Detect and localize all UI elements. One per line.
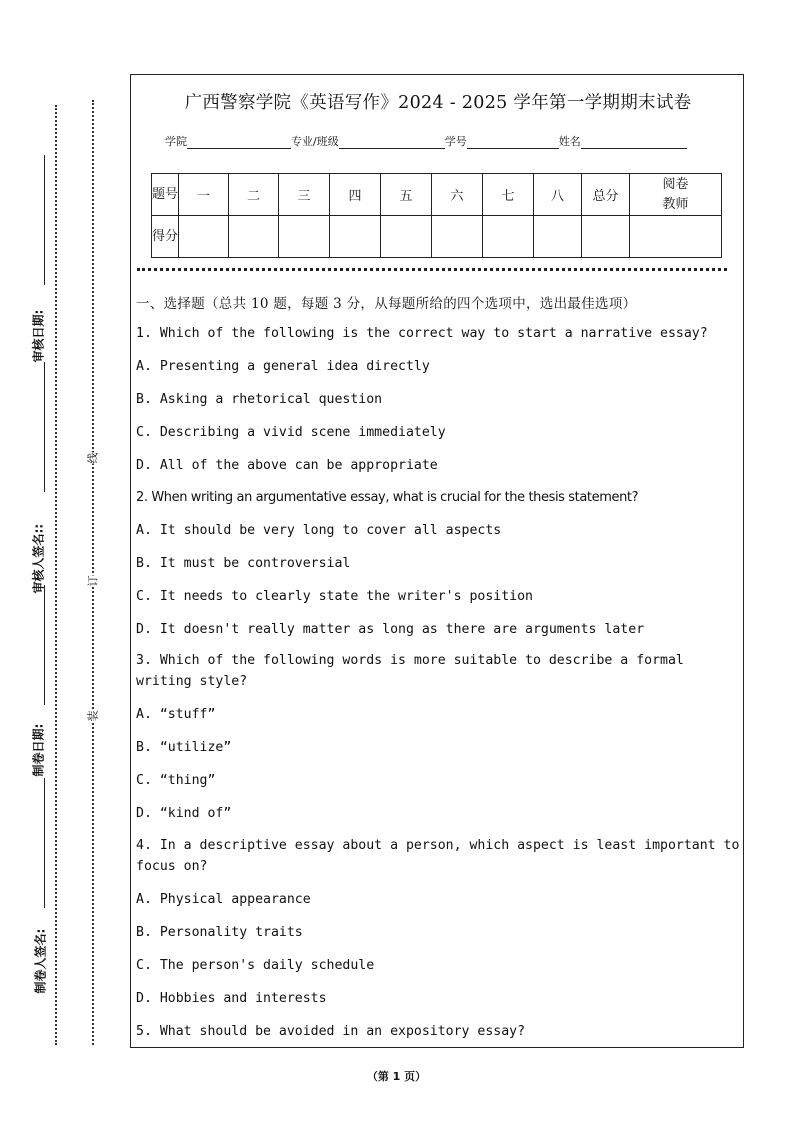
- score-cell[interactable]: [534, 216, 582, 258]
- question-1: 1. Which of the following is the correct way to start a narrative essay?: [136, 326, 708, 341]
- field-college-blank[interactable]: [187, 136, 291, 149]
- col-7: 七: [483, 174, 534, 216]
- q2-option-b: B. It must be controversial: [136, 556, 351, 571]
- score-cell[interactable]: [432, 216, 483, 258]
- q3-option-b: B. “utilize”: [136, 740, 232, 755]
- score-cell[interactable]: [279, 216, 330, 258]
- q2-option-a: A. It should be very long to cover all aspects: [136, 523, 502, 538]
- col-4: 四: [330, 174, 381, 216]
- col-grader: 阅卷教师: [630, 174, 722, 216]
- question-3: 3. Which of the following words is more suitable to describe a formal writing style?: [136, 653, 684, 689]
- q1-option-d: D. All of the above can be appropriate: [136, 458, 438, 473]
- col-8: 八: [534, 174, 582, 216]
- student-info-row: [165, 133, 687, 149]
- field-major-label: 专业/班级: [291, 135, 339, 148]
- label-score: 得分: [152, 216, 179, 258]
- score-cell[interactable]: [483, 216, 534, 258]
- col-3: 三: [279, 174, 330, 216]
- q4-option-a: A. Physical appearance: [136, 892, 311, 907]
- q3-option-c: C. “thing”: [136, 773, 216, 788]
- q4-option-b: B. Personality traits: [136, 925, 303, 940]
- field-id-label: 学号: [444, 135, 467, 148]
- question-4: 4. In a descriptive essay about a person, which aspect is least important to focus on?: [136, 838, 740, 874]
- score-cell-total[interactable]: [582, 216, 630, 258]
- score-cell-grader[interactable]: [630, 216, 722, 258]
- score-value-row: [152, 216, 722, 258]
- exam-title: 广西警察学院《英语写作》2024 - 2025 学年第一学期期末试卷: [184, 93, 692, 113]
- section-heading: 一、选择题（总共 10 题，每题 3 分，从每题所给的四个选项中，选出最佳选项）: [136, 296, 637, 312]
- field-major-blank[interactable]: [339, 136, 445, 149]
- reviewer-sign-line: [44, 362, 45, 492]
- field-name-label: 姓名: [558, 135, 581, 148]
- score-header-row: [152, 174, 722, 216]
- question-5: 5. What should be avoided in an expository essay?: [136, 1024, 526, 1039]
- q4-option-d: D. Hobbies and interests: [136, 991, 327, 1006]
- question-2: 2. When writing an argumentative essay, what is crucial for the thesis statement?: [136, 490, 639, 505]
- q1-option-a: A. Presenting a general idea directly: [136, 359, 430, 374]
- page-footer: （第 1 页）: [366, 1070, 427, 1083]
- col-2: 二: [229, 174, 279, 216]
- seal-char-bind: 订: [86, 575, 100, 587]
- score-table: [151, 173, 722, 258]
- col-1: 一: [179, 174, 229, 216]
- score-cell[interactable]: [330, 216, 381, 258]
- score-cell[interactable]: [179, 216, 229, 258]
- reviewer-sign-label: 审核人签名::: [31, 523, 46, 594]
- q2-option-c: C. It needs to clearly state the writer's position: [136, 589, 533, 604]
- dotted-separator: [137, 268, 727, 271]
- seal-char-pack: 装: [86, 710, 100, 722]
- outer-dotted-line: [55, 105, 57, 1045]
- maker-sign-line: [44, 778, 45, 908]
- q1-option-c: C. Describing a vivid scene immediately: [136, 425, 446, 440]
- q2-option-d: D. It doesn't really matter as long as there are arguments later: [136, 622, 645, 637]
- maker-sign-label: 制卷人签名:: [33, 928, 48, 994]
- q1-option-b: B. Asking a rhetorical question: [136, 392, 383, 407]
- exam-frame: [130, 74, 744, 1048]
- col-5: 五: [381, 174, 432, 216]
- q3-option-d: D. “kind of”: [136, 806, 232, 821]
- score-cell[interactable]: [381, 216, 432, 258]
- score-cell[interactable]: [229, 216, 279, 258]
- seal-char-line: 线: [86, 452, 100, 464]
- field-id-blank[interactable]: [467, 136, 559, 149]
- review-date-label: 审核日期:: [31, 309, 46, 363]
- made-date-label: 制卷日期:: [31, 723, 46, 777]
- field-college-label: 学院: [165, 135, 187, 148]
- col-6: 六: [432, 174, 483, 216]
- q3-option-a: A. “stuff”: [136, 707, 216, 722]
- review-date-line: [44, 155, 45, 285]
- q4-option-c: C. The person's daily schedule: [136, 958, 375, 973]
- field-name-blank[interactable]: [581, 136, 687, 149]
- made-date-line: [44, 585, 45, 705]
- seal-dotted-line: [92, 100, 94, 1045]
- label-question-number: 题号: [152, 174, 179, 216]
- col-total: 总分: [582, 174, 630, 216]
